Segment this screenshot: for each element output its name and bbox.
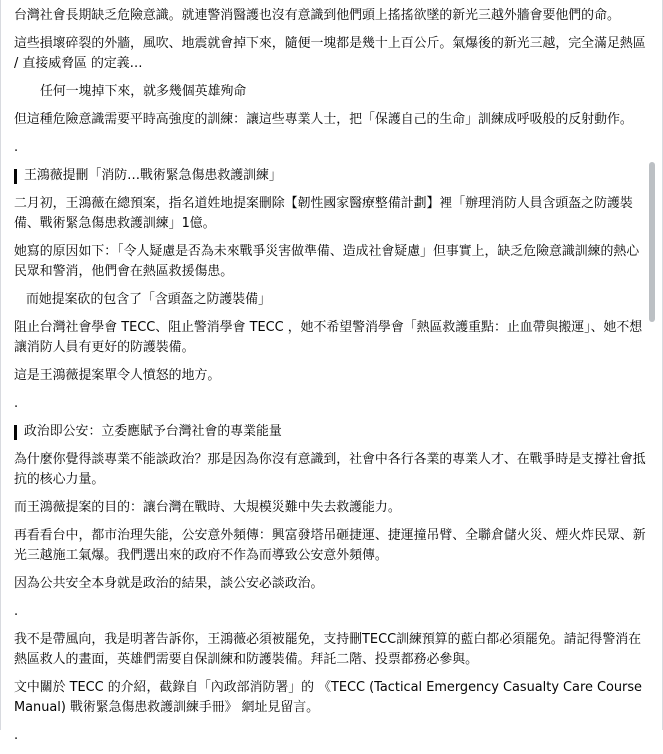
separator-dot: . [14,140,19,155]
paragraph: 但這種危險意識需要平時高強度的訓練：讓這些專業人士，把「保護自己的生命」訓練成呼吸般的反射動作。 [14,112,633,127]
separator-dot: . [14,396,19,411]
paragraph-indented: 而她提案砍的包含了「含頭盔之防護裝備」 [26,292,271,307]
scrollbar-thumb[interactable] [649,162,655,322]
section-heading [14,422,646,442]
paragraph: 因為公共安全本身就是政治的結果，談公安必談政治。 [14,576,324,591]
paragraph: 這是王鴻薇提案單令人憤怒的地方。 [14,368,221,383]
paragraph: 這些損壞碎裂的外牆，風吹、地震就會掉下來，隨便一塊都是幾十上百公斤。氣爆後的新光三越，完全滿足熱區 / 直接威脅區 的定義… [14,36,646,71]
scrollbar[interactable] [649,2,655,728]
paragraph: 再看看台中，都市治理失能，公安意外頻傳：興富發塔吊砸捷運、捷運撞吊臂、全聯倉儲火災、煙火炸民眾、新光三越施工氣爆。我們選出來的政府不作為而導致公安意外頻傳。 [14,528,646,563]
paragraph: 而王鴻薇提案的目的：讓台灣在戰時、大規模災難中失去救護能力。 [14,500,401,515]
section-heading-text: 王鴻薇提刪「消防…戰術緊急傷患救護訓練」 [24,168,282,183]
separator-dot: . [14,604,19,619]
heading-bar-icon [14,169,17,184]
paragraph: 我不是帶風向，我是明著告訴你，王鴻薇必須被罷免，支持刪TECC訓練預算的藍白都必須罷免。請記得警消在熱區救人的畫面，英雄們需要自保訓練和防護裝備。拜託二階、投票都務必參與。 [14,632,641,667]
paragraph: 她寫的原因如下：「令人疑慮是否為未來戰爭災害做準備、造成社會疑慮」但事實上，缺乏危險意識訓練的熱心民眾和警消，他們會在熱區救援傷患。 [14,244,640,279]
paragraph: 文中關於 TECC 的介紹，截錄自「內政部消防署」的 《TECC (Tactical Emergency Casualty Care Course Manual) 戰術緊急傷患救護訓練手冊》 網址見留言。 [14,680,642,715]
paragraph-indented: 任何一塊掉下來，就多幾個英雄殉命 [40,84,247,99]
paragraph: 阻止台灣社會學會 TECC、阻止警消學會 TECC ，她不希望警消學會「熱區救護重點：止血帶與搬運」、她不想讓消防人員有更好的防護裝備。 [14,320,643,355]
separator-dot: . [14,728,19,743]
heading-bar-icon [14,425,17,440]
section-heading-text: 政治即公安：立委應賦予台灣社會的專業能量 [24,424,282,439]
paragraph: 為什麼你覺得談專業不能談政治？那是因為你沒有意識到，社會中各行各業的專業人才、在戰爭時是支撐社會抵抗的核心力量。 [14,452,646,487]
paragraph: 二月初，王鴻薇在總預案，指名道姓地提案刪除【韌性國家醫療整備計劃】裡「辦理消防人員含頭盔之防護裝備、戰術緊急傷患救護訓練」1億。 [14,196,633,231]
left-border [0,0,1,730]
post-body [14,6,646,754]
section-heading [14,166,646,186]
paragraph: 台灣社會長期缺乏危險意識。就連警消醫護也沒有意識到他們頭上搖搖欲墜的新光三越外牆會要他們的命。 [14,8,620,23]
